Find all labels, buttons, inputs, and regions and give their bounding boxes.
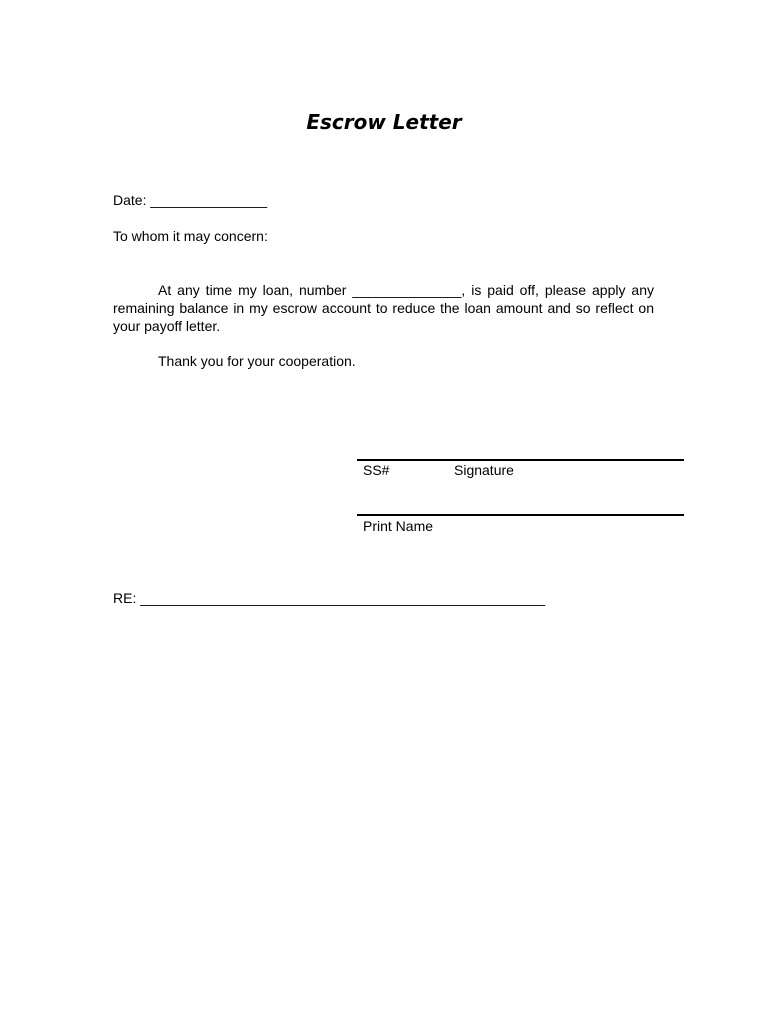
print-name-rule (357, 514, 684, 516)
ss-number-label: SS# (363, 462, 390, 478)
closing-line: Thank you for your cooperation. (158, 353, 356, 369)
signature-label: Signature (454, 462, 514, 478)
signature-rule (357, 459, 684, 461)
document-title: Escrow Letter (306, 110, 462, 134)
salutation: To whom it may concern: (113, 228, 268, 244)
date-line: Date: _______________ (113, 192, 268, 208)
print-name-label: Print Name (363, 518, 434, 534)
body-paragraph: At any time my loan, number ______________, is paid off, please apply any remaining balance in my escrow account to reduce the loan amount and so reflect on your payoff letter. (113, 282, 654, 334)
re-line: RE: ____________________________________________________ (113, 590, 546, 606)
